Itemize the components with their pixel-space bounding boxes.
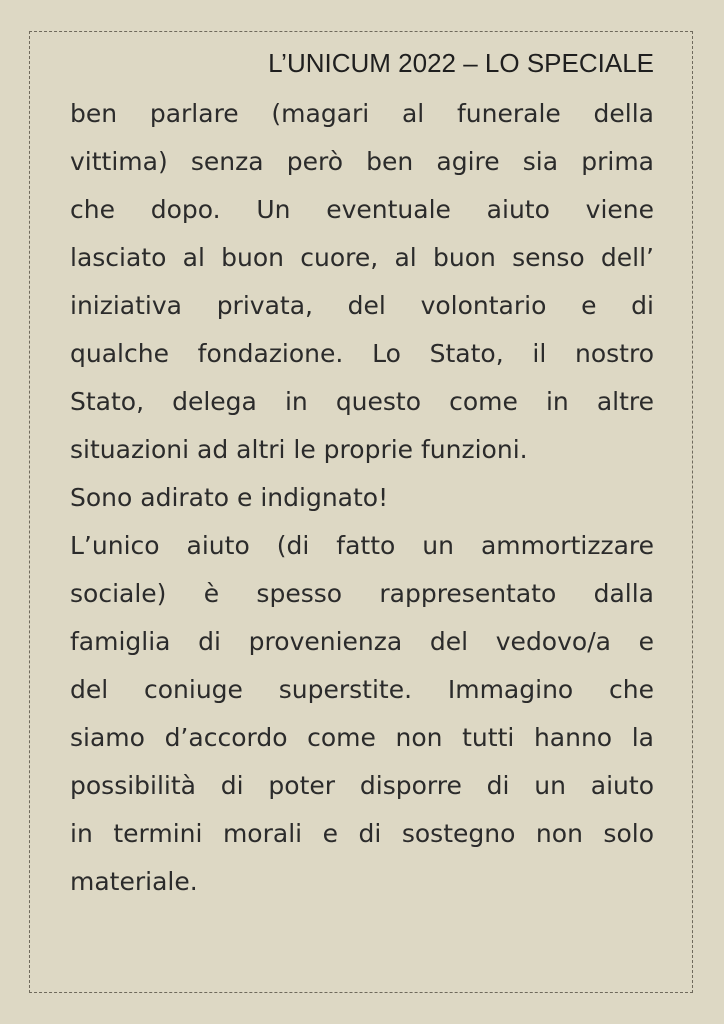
text-line: vittima) senza però ben agire sia prima xyxy=(70,147,654,176)
text-line: materiale. xyxy=(70,867,198,896)
text-line: del coniuge superstite. Immagino che xyxy=(70,675,654,704)
text-line: Stato, delega in questo come in altre xyxy=(70,387,654,416)
text-line: Sono adirato e indignato! xyxy=(70,483,389,512)
text-line: L’unico aiuto (di fatto un ammortizzare xyxy=(70,531,654,560)
article-body xyxy=(70,90,654,906)
text-line: siamo d’accordo come non tutti hanno la xyxy=(70,723,654,752)
text-line: iniziativa privata, del volontario e di xyxy=(70,291,654,320)
text-line: in termini morali e di sostegno non solo xyxy=(70,819,654,848)
running-header: L’UNICUM 2022 – LO SPECIALE xyxy=(268,48,654,78)
text-line: qualche fondazione. Lo Stato, il nostro xyxy=(70,339,654,368)
text-line: situazioni ad altri le proprie funzioni. xyxy=(70,435,528,464)
text-line: lasciato al buon cuore, al buon senso dell’ xyxy=(70,243,654,272)
text-line: ben parlare (magari al funerale della xyxy=(70,99,654,128)
text-line: che dopo. Un eventuale aiuto viene xyxy=(70,195,654,224)
text-line: possibilità di poter disporre di un aiuto xyxy=(70,771,654,800)
text-line: famiglia di provenienza del vedovo/a e xyxy=(70,627,654,656)
text-line: sociale) è spesso rappresentato dalla xyxy=(70,579,654,608)
